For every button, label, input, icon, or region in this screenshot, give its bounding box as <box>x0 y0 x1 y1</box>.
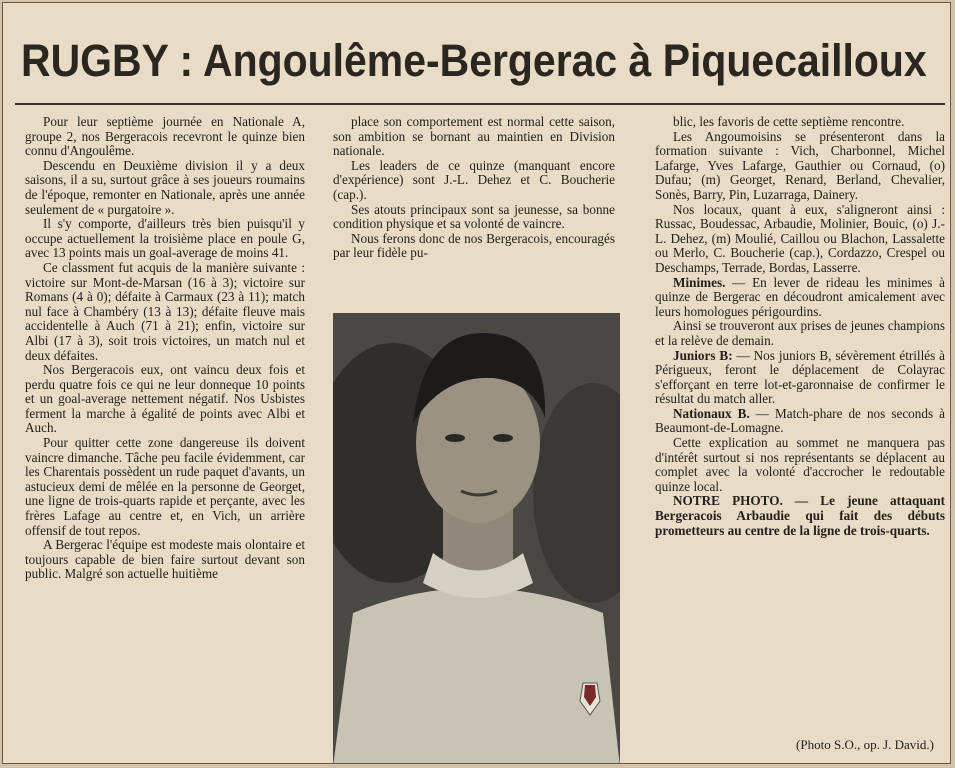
paragraph: blic, les favoris de cette septième rencontre. <box>673 114 905 129</box>
headline: RUGBY : Angoulême-Bergerac à Piquecailloux <box>21 35 927 86</box>
nationaux-label: Nationaux B. <box>673 405 750 421</box>
nationaux-text: — Match-phare de nos seconds à Beaumont-de-Lomagne. <box>655 405 945 436</box>
juniors-text: — Nos juniors B, sévèrement étrillés à Périgueux, feront le déplacement de Colayrac s'efforçant en terre lot-et-garonnaise de confirmer le résultat du match aller. <box>655 347 945 407</box>
paragraph: Nos locaux, quant à eux, s'aligneront ainsi : Russac, Boudessac, Arbaudie, Molinier, Bouic, (o) J.-L. Dehez, (m) Moulié, Caillou ou Blachon, Lassalette ou Merlo, C. Boucherie (cap.), Cordazzo, Crespel ou Deschamps, Terrade, Bordas, Lasserre. <box>655 201 945 275</box>
paragraph: Les Angoumoisins se présenteront dans la formation suivante : Vich, Charbonnel, Michel Lafarge, Yves Lafarge, Gauthier ou Cornaud, (o) Dufau; (m) Georget, Renard, Berland, Chevalier, Sonès, Barry, Pin, Luzarraga, Dainery. <box>655 128 945 202</box>
paragraph: Ce classment fut acquis de la manière suivante : victoire sur Mont-de-Marsan (16 à 3); victoire sur Romans (4 à 0); défaite à Carmaux (23 à 11); match nul face à Chambéry (13 à 13); défaite fleuve mais accidentelle à Auch (71 à 21); enfin, victoire sur Albi (17 à 3), soit trois victoires, un match nul et deux défaites. <box>25 259 305 363</box>
caption-label: NOTRE PHOTO. <box>673 493 783 509</box>
photo-credit: (Photo S.O., op. J. David.) <box>796 737 934 752</box>
column-2 <box>333 115 615 261</box>
paragraph: Cette explication au sommet ne manquera pas d'intérêt surtout si nos représentants se déplacent au complet avec la volonté d'accrocher le redoutable quinze local. <box>655 435 945 494</box>
paragraph: place son comportement est normal cette saison, son ambition se bornant au maintien en Division nationale. <box>333 114 615 159</box>
juniors-label: Juniors B: <box>673 347 733 363</box>
paragraph: Ainsi se trouveront aux prises de jeunes champions et la relève de demain. <box>655 318 945 348</box>
nationaux-paragraph <box>655 407 945 436</box>
paragraph: Il s'y comporte, d'ailleurs très bien puisqu'il y occupe actuellement la troisième place en poule G, avec 13 points mais un goal-average de moins 41. <box>25 216 305 261</box>
headline-rule <box>15 103 945 105</box>
paragraph: Descendu en Deuxième division il y a deux saisons, il a su, surtout grâce à ses joueurs roumains de l'époque, remonter en Nationale, après une année seulement de « purgatoire ». <box>25 157 305 217</box>
paragraph: Pour quitter cette zone dangereuse ils doivent vaincre dimanche. Tâche peu facile évidemment, car les Charentais possèdent un rude paquet d'avants, un astucieux demi de mêlée en la personne de Georget, une ligne de trois-quarts rapide et perçante, avec les frères Lafage au centre et, en Vich, un arrière offensif de tout repos. <box>25 435 305 538</box>
paragraph: A Bergerac l'équipe est modeste mais olontaire et toujours capable de bien faire surtout devant son public. Malgré son actuelle huitième <box>25 537 305 582</box>
paragraph: Pour leur septième journée en Nationale A, groupe 2, nos Bergeracois recevront le quinze bien connu d'Angoulême. <box>25 114 305 159</box>
column-1 <box>25 115 305 582</box>
juniors-paragraph <box>655 349 945 407</box>
paragraph: Nous ferons donc de nos Bergeracois, encouragés par leur fidèle pu- <box>333 230 615 261</box>
paragraph: Ses atouts principaux sont sa jeunesse, sa bonne condition physique et sa volonté de vaincre. <box>333 201 615 232</box>
minimes-paragraph <box>655 276 945 320</box>
player-portrait-image <box>333 313 620 764</box>
column-3 <box>655 115 945 538</box>
newspaper-clipping <box>2 2 951 764</box>
minimes-text: — En lever de rideau les minimes à quinze de Bergerac en découdront amicalement avec leurs homologues périgourdins. <box>655 274 945 319</box>
paragraph: Nos Bergeracois eux, ont vaincu deux fois et perdu quatre fois ce qui ne leur donneque 10 points et un goal-average nettement négatif. Nos Usbistes ferment la marche à égalité de points avec Albi et Auch. <box>25 362 305 436</box>
player-photo <box>333 313 620 764</box>
paragraph: Les leaders de ce quinze (manquant encore d'expérience) sont J.-L. Dehez et C. Boucherie (cap.). <box>333 157 615 202</box>
caption-text: — Le jeune attaquant Bergeracois Arbaudie qui fait des débuts prometteurs au centre de la ligne de trois-quarts. <box>655 493 945 538</box>
minimes-label: Minimes. <box>673 274 726 290</box>
photo-caption <box>655 494 945 538</box>
